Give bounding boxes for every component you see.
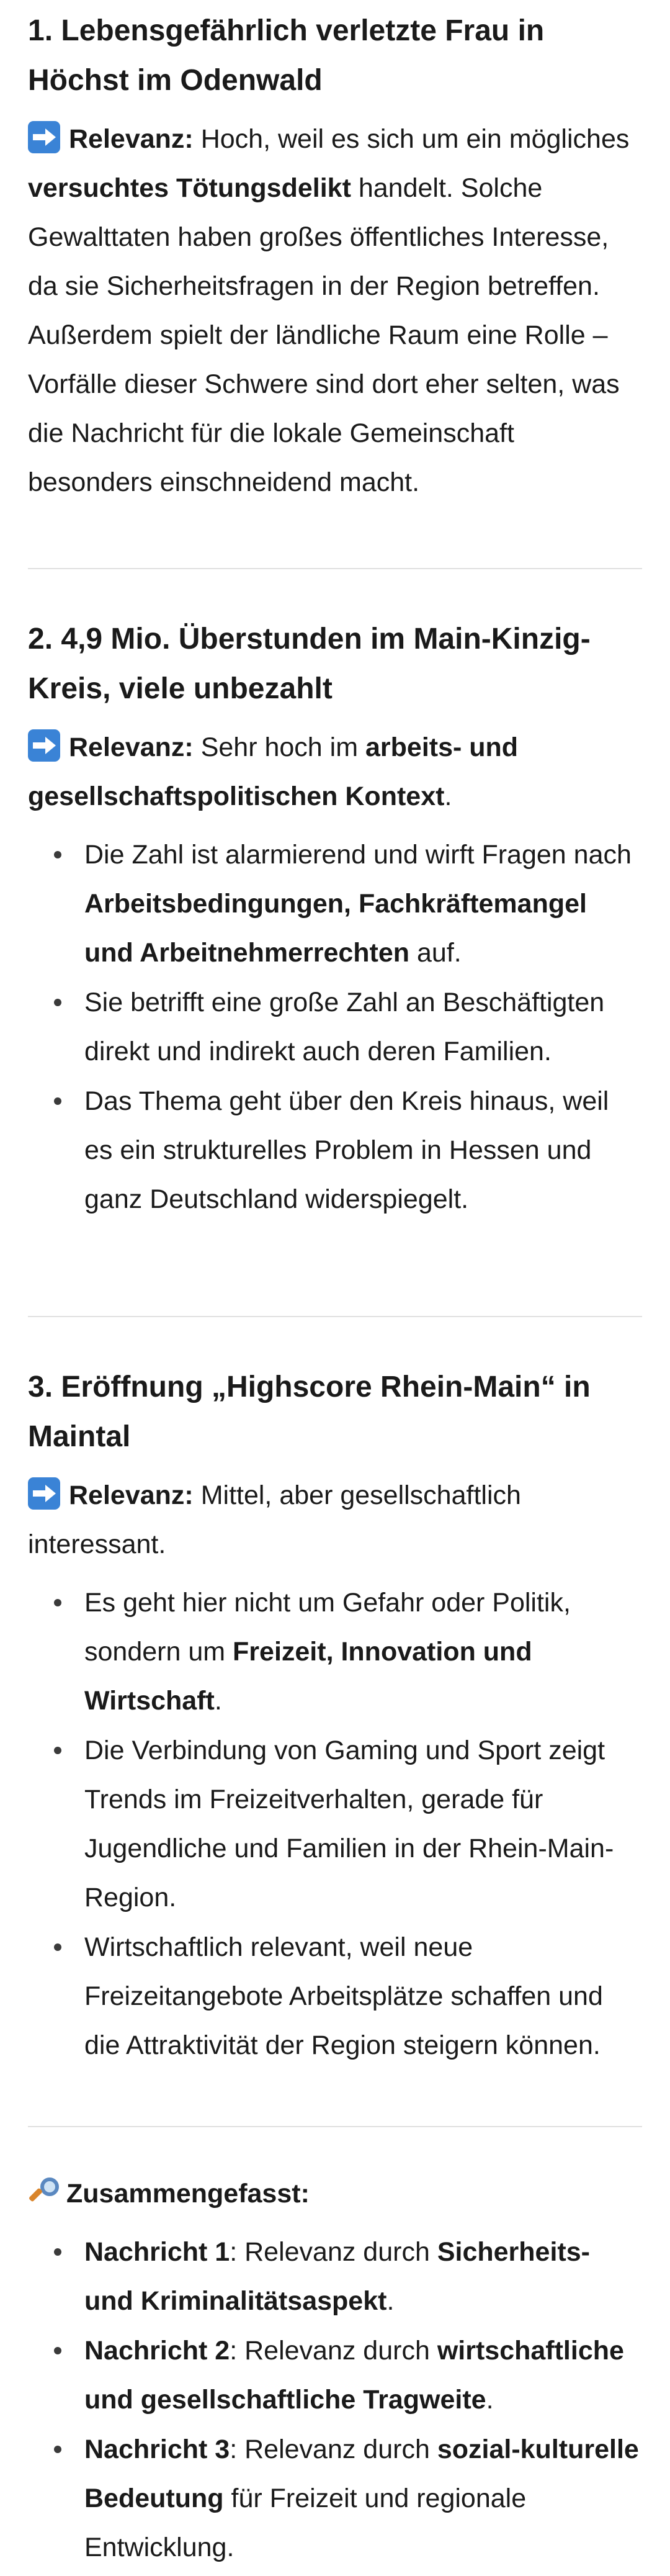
relevance-label: Relevanz: bbox=[69, 732, 194, 762]
news-item-1-title: 1. Lebensgefährlich verletzte Frau in Höchst im Odenwald bbox=[28, 14, 545, 97]
news-item-1 bbox=[28, 0, 642, 507]
list-item: Nachricht 3: Relevanz durch sozial-kulturelle Bedeutung für Freizeit und regionale Entwicklung. bbox=[28, 2425, 642, 2572]
list-item: Die Verbindung von Gaming und Sport zeigt Trends im Freizeitverhalten, gerade für Jugendliche und Familien in der Rhein-Main-Region. bbox=[28, 1726, 642, 1922]
summary-heading: Zusammengefasst: bbox=[28, 2169, 642, 2218]
divider bbox=[28, 2126, 642, 2127]
list-item: Nachricht 2: Relevanz durch wirtschaftliche und gesellschaftliche Tragweite. bbox=[28, 2326, 642, 2425]
bullet-dot bbox=[54, 999, 61, 1006]
list-item: Sie betrifft eine große Zahl an Beschäftigten direkt und indirekt auch deren Familien. bbox=[28, 978, 642, 1076]
news-item-3-relevance: Relevanz: Mittel, aber gesellschaftlich interessant. bbox=[28, 1471, 642, 1569]
bullet-dot bbox=[54, 2248, 61, 2256]
news-item-2-bullets bbox=[28, 831, 642, 1224]
magnifier-icon bbox=[28, 2175, 61, 2209]
bullet-dot bbox=[54, 2446, 61, 2453]
relevance-label: Relevanz: bbox=[69, 124, 194, 154]
news-item-3 bbox=[28, 1362, 642, 2070]
bullet-dot bbox=[54, 1747, 61, 1754]
summary-list bbox=[28, 2228, 642, 2572]
bullet-dot bbox=[54, 1943, 61, 1951]
list-item: Es geht hier nicht um Gefahr oder Politik, sondern um Freizeit, Innovation und Wirtschaft. bbox=[28, 1578, 642, 1726]
news-item-3-title: 3. Eröffnung „Highscore Rhein-Main“ in Maintal bbox=[28, 1371, 591, 1453]
list-item: Wirtschaftlich relevant, weil neue Freizeitangebote Arbeitsplätze schaffen und die Attraktivität der Region steigern können. bbox=[28, 1923, 642, 2070]
list-item: Nachricht 1: Relevanz durch Sicherheits- und Kriminalitätsaspekt. bbox=[28, 2228, 642, 2326]
relevance-label: Relevanz: bbox=[69, 1480, 194, 1510]
bullet-dot bbox=[54, 2347, 61, 2354]
divider bbox=[28, 1316, 642, 1317]
bullet-dot bbox=[54, 851, 61, 858]
bullet-dot bbox=[54, 1097, 61, 1105]
list-item: Das Thema geht über den Kreis hinaus, weil es ein strukturelles Problem in Hessen und ganz Deutschland widerspiegelt. bbox=[28, 1077, 642, 1224]
list-item: Die Zahl ist alarmierend und wirft Fragen nach Arbeitsbedingungen, Fachkräftemangel und Arbeitnehmerrechten auf. bbox=[28, 831, 642, 978]
divider bbox=[28, 568, 642, 569]
right-arrow-icon bbox=[28, 729, 60, 762]
news-item-2 bbox=[28, 615, 642, 1224]
bullet-dot bbox=[54, 1599, 61, 1606]
right-arrow-icon bbox=[28, 121, 60, 153]
news-item-3-bullets bbox=[28, 1578, 642, 2070]
news-item-2-relevance: Relevanz: Sehr hoch im arbeits- und gesellschaftspolitischen Kontext. bbox=[28, 723, 642, 821]
summary bbox=[28, 2169, 642, 2572]
news-item-1-relevance: Relevanz: Hoch, weil es sich um ein mögliches versuchtes Tötungsdelikt handelt. Solche Gewalttaten haben großes öffentliches Interesse, da sie Sicherheitsfragen in der Region betreffen. Außerdem spielt der ländliche Raum eine Rolle – Vorfälle dieser Schwere sind dort eher selten, was die Nachricht für die lokale Gemeinschaft besonders einschneidend macht. bbox=[28, 115, 642, 507]
right-arrow-icon bbox=[28, 1477, 60, 1510]
news-item-2-title: 2. 4,9 Mio. Überstunden im Main-Kinzig-Kreis, viele unbezahlt bbox=[28, 623, 591, 705]
